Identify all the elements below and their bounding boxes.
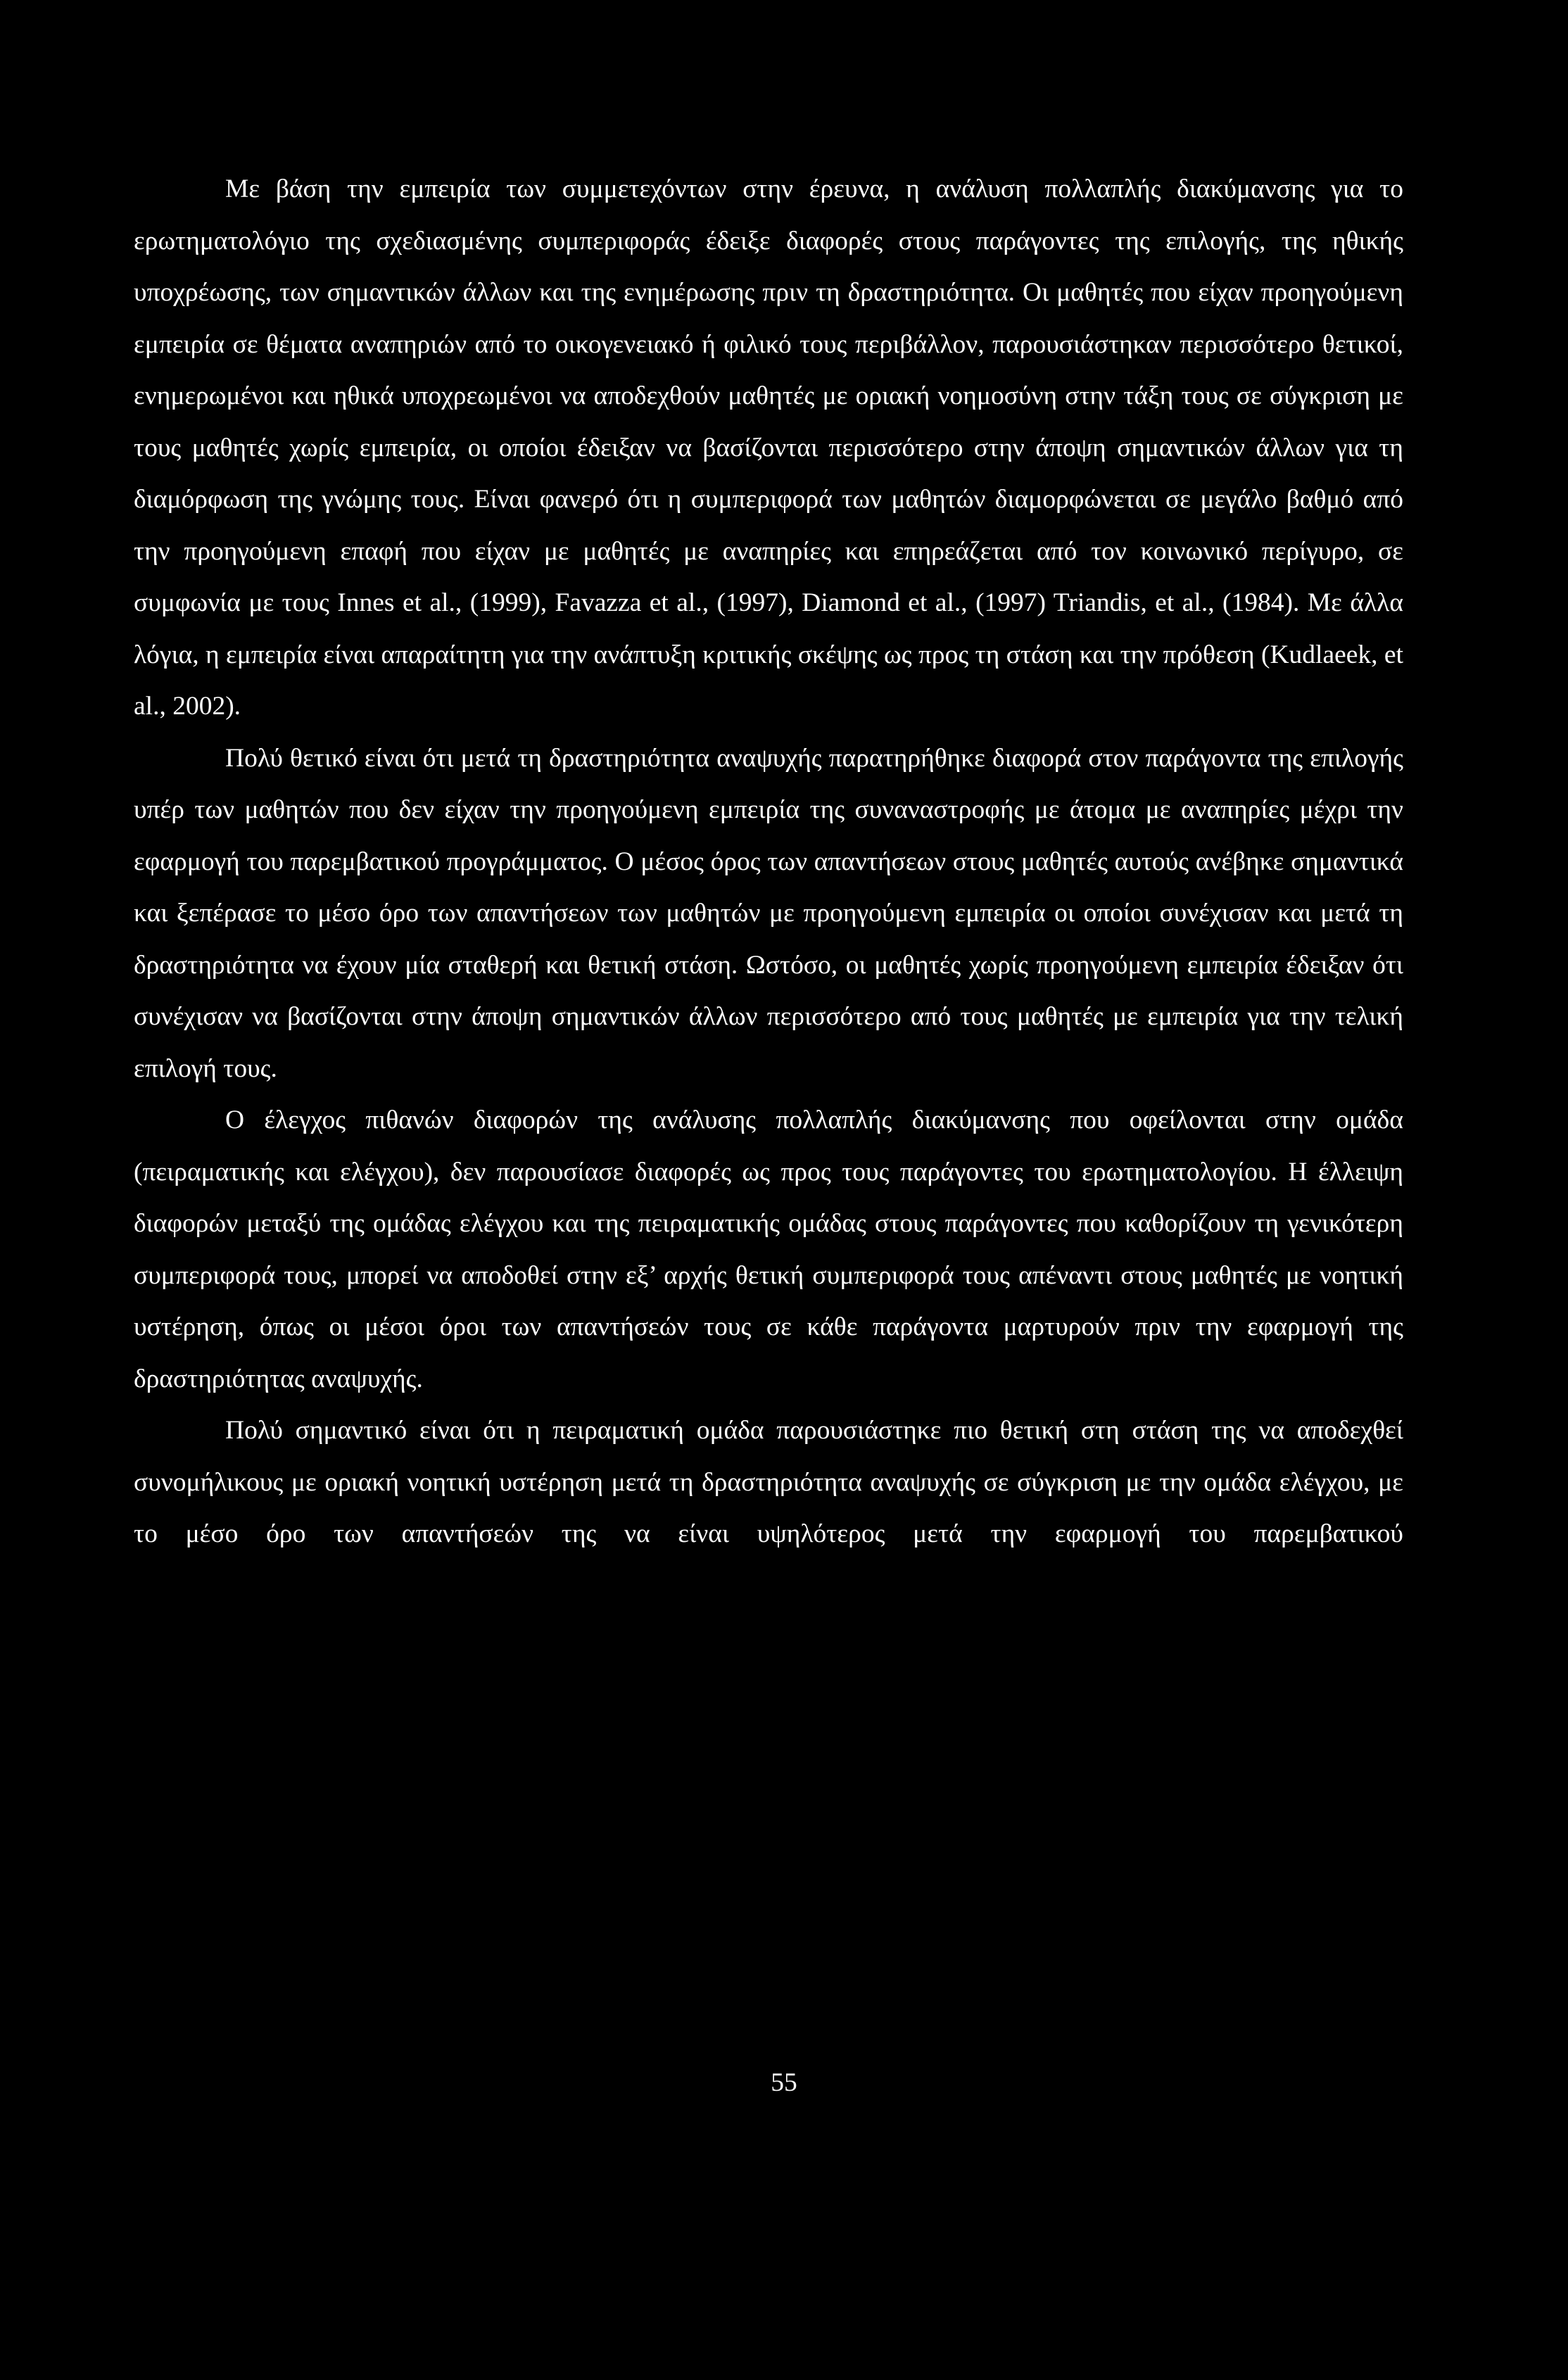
paragraph-4: Πολύ σημαντικό είναι ότι η πειραματική ομάδα παρουσιάστηκε πιο θετική στη στάση της να αποδεχθεί συνομήλικους με οριακή νοητική υστέρηση μετά τη δραστηριότητα αναψυχής σε σύγκριση με την ομάδα ελέγχου, με το μέσο όρο των απαντήσεών της να είναι υψηλότερος μετά την εφαρμογή του παρεμβατικού xyxy=(134,1416,1403,1548)
paragraph-3: Ο έλεγχος πιθανών διαφορών της ανάλυσης πολλαπλής διακύμανσης που οφείλονται στην ομάδα (πειραματικής και ελέγχου), δεν παρουσίασε διαφορές ως προς τους παράγοντες του ερωτηματολογίου. Η έλλειψη διαφορών μεταξύ της ομάδας ελέγχου και της πειραματικής ομάδας στους παράγοντες που καθορίζουν τη γενικότερη συμπεριφορά τους, μπορεί να αποδοθεί στην εξ’ αρχής θετική συμπεριφορά τους απέναντι στους μαθητές με νοητική υστέρηση, όπως οι μέσοι όροι των απαντήσεών τους σε κάθε παράγοντα μαρτυρούν πριν την εφαρμογή της δραστηριότητας αναψυχής. xyxy=(134,1106,1403,1393)
page-number: 55 xyxy=(771,2068,797,2097)
paragraph-1: Με βάση την εμπειρία των συμμετεχόντων στην έρευνα, η ανάλυση πολλαπλής διακύμανσης για το ερωτηματολόγιο της σχεδιασμένης συμπεριφοράς έδειξε διαφορές στους παράγοντες της επιλογής, της ηθικής υποχρέωσης, των σημαντικών άλλων και της ενημέρωσης πριν τη δραστηριότητα. Οι μαθητές που είχαν προηγούμενη εμπειρία σε θέματα αναπηριών από το οικογενειακό ή φιλικό τους περιβάλλον, παρουσιάστηκαν περισσότερο θετικοί, ενημερωμένοι και ηθικά υποχρεωμένοι να αποδεχθούν μαθητές με οριακή νοημοσύνη στην τάξη τους σε σύγκριση με τους μαθητές χωρίς εμπειρία, οι οποίοι έδειξαν να βασίζονται περισσότερο στην άποψη σημαντικών άλλων για τη διαμόρφωση της γνώμης τους. Είναι φανερό ότι η συμπεριφορά των μαθητών διαμορφώνεται σε μεγάλο βαθμό από την προηγούμενη επαφή που είχαν με μαθητές με αναπηρίες και επηρεάζεται από τον κοινωνικό περίγυρο, σε συμφωνία με τους Innes et al., (1999), Favazza et al., (1997), Diamond et al., (1997) Triandis, et al., (1984). Με άλλα λόγια, η εμπειρία είναι απαραίτητη για την ανάπτυξη κριτικής σκέψης ως προς τη στάση και την πρόθεση (Kudlaeek, et al., 2002). xyxy=(134,175,1403,721)
paragraph-2: Πολύ θετικό είναι ότι μετά τη δραστηριότητα αναψυχής παρατηρήθηκε διαφορά στον παράγοντα της επιλογής υπέρ των μαθητών που δεν είχαν την προηγούμενη εμπειρία της συναναστροφής με άτομα με αναπηρίες μέχρι την εφαρμογή του παρεμβατικού προγράμματος. Ο μέσος όρος των απαντήσεων στους μαθητές αυτούς ανέβηκε σημαντικά και ξεπέρασε το μέσο όρο των απαντήσεων των μαθητών με προηγούμενη εμπειρία οι οποίοι συνέχισαν και μετά τη δραστηριότητα να έχουν μία σταθερή και θετική στάση. Ωστόσο, οι μαθητές χωρίς προηγούμενη εμπειρία έδειξαν ότι συνέχισαν να βασίζονται στην άποψη σημαντικών άλλων περισσότερο από τους μαθητές με εμπειρία για την τελική επιλογή τους. xyxy=(134,743,1403,1083)
document-body xyxy=(134,163,1403,1560)
